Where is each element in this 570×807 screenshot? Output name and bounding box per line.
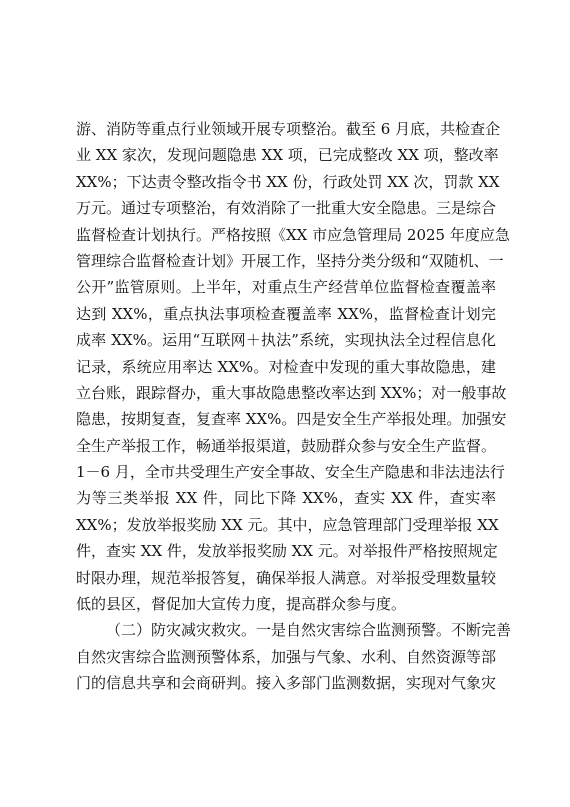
body-text — [76, 116, 512, 697]
text-line: 游、消防等重点行业领域开展专项整治。截至 6 月底，共检查企 — [76, 120, 501, 138]
text-line: 自然灾害综合监测预警体系，加强与气象、水利、自然资源等部 — [76, 647, 497, 666]
text-line: 达到 XX%，重点执法事项检查覆盖率 XX%，监督检查计划完 — [76, 304, 496, 323]
text-line: XX%；发放举报奖励 XX 元。其中，应急管理部门受理举报 XX — [76, 515, 499, 534]
paragraph-1 — [76, 116, 510, 617]
text-line: 业 XX 家次，发现问题隐患 XX 项，已完成整改 XX 项，整改率 — [76, 146, 499, 165]
text-line: 门的信息共享和会商研判。接入多部门监测数据，实现对气象灾 — [76, 674, 497, 693]
text-line: 时限办理，规范举报答复，确保举报人满意。对举报受理数量较 — [76, 568, 497, 587]
text-line: （二）防灾减灾救灾。一是自然灾害综合监测预警。不断完善 — [106, 621, 512, 640]
text-line: 隐患，按期复查，复查率 XX%。四是安全生产举报处理。加强安 — [76, 410, 507, 429]
text-line: XX%；下达责令整改指令书 XX 份，行政处罚 XX 次，罚款 XX — [76, 172, 500, 191]
text-line: 监督检查计划执行。严格按照《XX 市应急管理局 2025 年度应急 — [76, 225, 510, 244]
text-line: 记录，系统应用率达 XX%。对检查中发现的重大事故隐患，建 — [76, 357, 496, 376]
text-line: 万元。通过专项整治，有效消除了一批重大安全隐患。三是综合 — [76, 199, 497, 218]
text-line: 为等三类举报 XX 件，同比下降 XX%，查实 XX 件，查实率 — [76, 489, 496, 508]
text-line: 低的县区，督促加大宣传力度，提高群众参与度。 — [76, 595, 407, 614]
text-line: 立台账，跟踪督办，重大事故隐患整改率达到 XX%；对一般事故 — [76, 383, 507, 402]
text-line: 件，查实 XX 件，发放举报奖励 XX 元。对举报件严格按照规定 — [76, 542, 498, 561]
text-line: 全生产举报工作，畅通举报渠道，鼓励群众参与安全生产监督。 — [76, 436, 497, 455]
text-line: 管理综合监督检查计划》开展工作，坚持分类分级和“双随机、一 — [76, 251, 504, 270]
paragraph-2 — [76, 617, 512, 696]
text-line: 成率 XX%。运用“互联网＋执法”系统，实现执法全过程信息化 — [76, 331, 496, 350]
text-line: 1－6 月，全市共受理生产安全事故、安全生产隐患和非法违法行 — [76, 463, 505, 482]
text-line: 公开”监管原则。上半年，对重点生产经营单位监督检查覆盖率 — [76, 278, 496, 297]
